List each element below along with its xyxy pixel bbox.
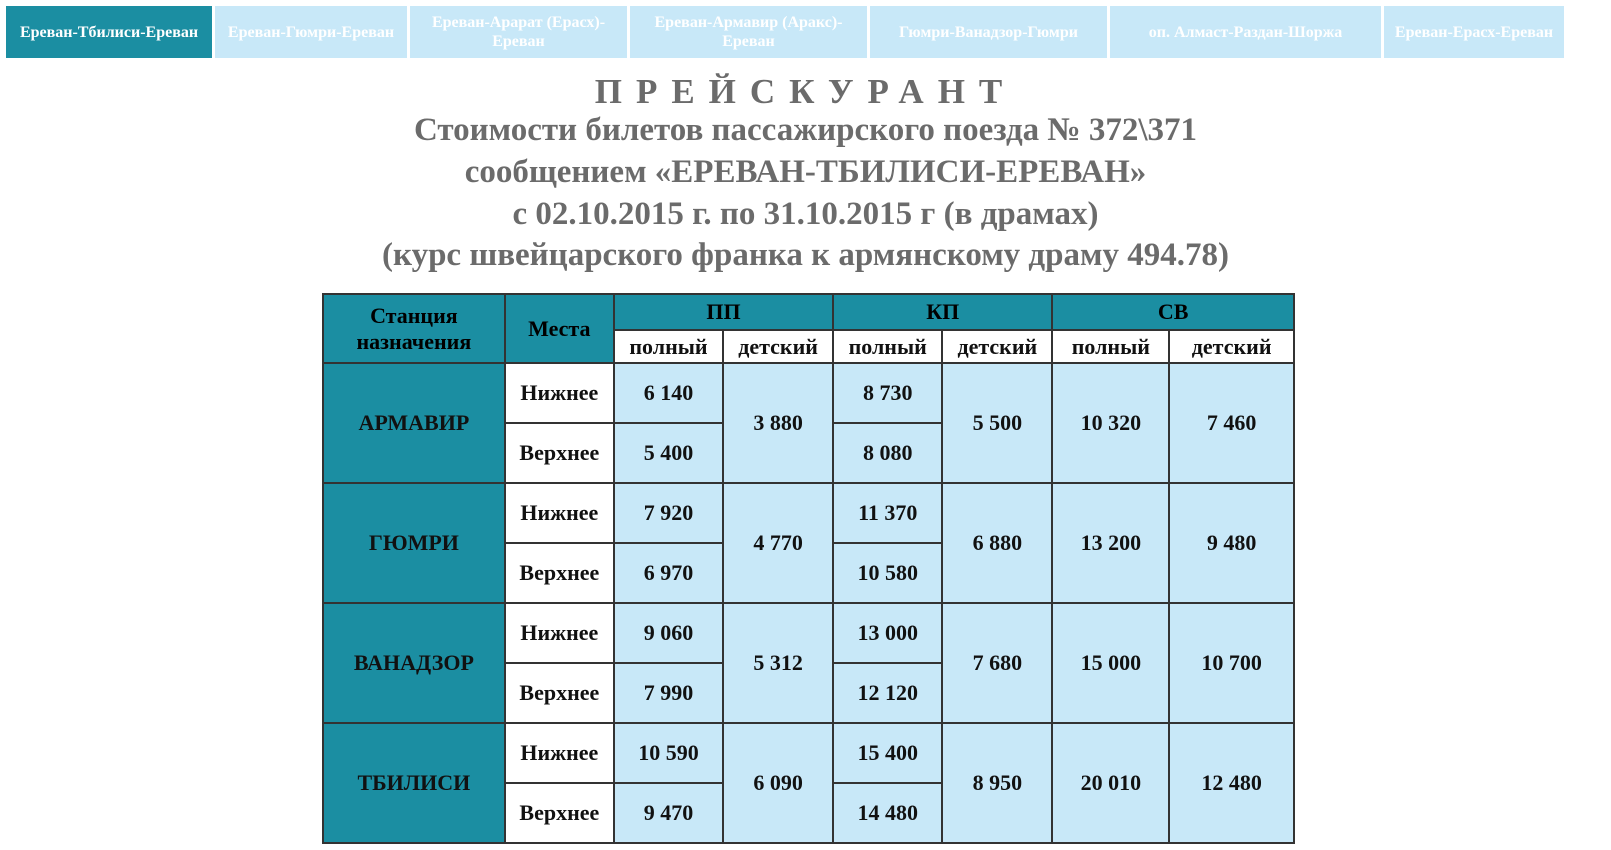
seat-upper: Верхнее (505, 663, 614, 723)
header-station-label: Станция назначения (356, 302, 472, 354)
seat-lower: Нижнее (505, 363, 614, 423)
station-name: АРМАВИР (323, 363, 505, 483)
header-kp-child: детский (942, 330, 1052, 363)
sv-full-price: 10 320 (1052, 363, 1169, 483)
sv-full-price: 15 000 (1052, 603, 1169, 723)
header-sv-child: детский (1169, 330, 1294, 363)
tab-label: Гюмри-Ванадзор-Гюмри (899, 23, 1078, 41)
sv-child-price: 12 480 (1169, 723, 1294, 843)
pp-lower-price: 9 060 (614, 603, 723, 663)
tab-label: оп. Алмаст-Раздан-Шоржа (1148, 23, 1343, 41)
price-table (322, 293, 1295, 844)
sv-child-price: 7 460 (1169, 363, 1294, 483)
kp-upper-price: 14 480 (833, 783, 942, 843)
pp-upper-price: 5 400 (614, 423, 723, 483)
pp-child-price: 5 312 (723, 603, 833, 723)
tab-yerevan-armavir[interactable] (630, 6, 867, 58)
pp-upper-price: 7 990 (614, 663, 723, 723)
kp-child-price: 5 500 (942, 363, 1052, 483)
pp-child-price: 6 090 (723, 723, 833, 843)
header-kp-full: полный (833, 330, 942, 363)
station-name: ТБИЛИСИ (323, 723, 505, 843)
sv-full-price: 20 010 (1052, 723, 1169, 843)
pp-lower-price: 10 590 (614, 723, 723, 783)
tab-label: Ереван-Ерасх-Ереван (1394, 23, 1554, 41)
kp-upper-price: 12 120 (833, 663, 942, 723)
header-class-sv: СВ (1052, 294, 1294, 330)
sv-child-price: 9 480 (1169, 483, 1294, 603)
header-station (323, 294, 505, 363)
header-sv-full: полный (1052, 330, 1169, 363)
header-pp-full: полный (614, 330, 723, 363)
kp-lower-price: 8 730 (833, 363, 942, 423)
header-class-pp: ПП (614, 294, 833, 330)
tab-yerevan-gyumri[interactable] (215, 6, 407, 58)
station-name: ВАНАДЗОР (323, 603, 505, 723)
table-row (323, 603, 1294, 663)
page-title: ПРЕЙСКУРАНТ (594, 72, 1017, 111)
kp-lower-price: 15 400 (833, 723, 942, 783)
pp-upper-price: 9 470 (614, 783, 723, 843)
tab-label: Ереван-Армавир (Аракс)-Ереван (654, 14, 843, 50)
kp-upper-price: 8 080 (833, 423, 942, 483)
table-row (323, 723, 1294, 783)
seat-lower: Нижнее (505, 603, 614, 663)
pp-lower-price: 7 920 (614, 483, 723, 543)
kp-lower-price: 13 000 (833, 603, 942, 663)
kp-child-price: 6 880 (942, 483, 1052, 603)
header-class-kp: КП (833, 294, 1052, 330)
tab-gyumri-vanadzor[interactable] (870, 6, 1107, 58)
tab-yerevan-yeraskh[interactable] (1384, 6, 1564, 58)
header-pp-child: детский (723, 330, 833, 363)
route-tabs (6, 6, 1567, 58)
kp-child-price: 8 950 (942, 723, 1052, 843)
tab-label: Ереван-Арарат (Ерасх)-Ереван (431, 14, 606, 50)
kp-child-price: 7 680 (942, 603, 1052, 723)
seat-upper: Верхнее (505, 783, 614, 843)
table-row (323, 363, 1294, 423)
seat-lower: Нижнее (505, 723, 614, 783)
tab-label: Ереван-Тбилиси-Ереван (19, 23, 199, 41)
tab-label: Ереван-Гюмри-Ереван (227, 23, 395, 41)
header-seats: Места (505, 294, 614, 363)
table-row (323, 483, 1294, 543)
pp-child-price: 4 770 (723, 483, 833, 603)
pp-upper-price: 6 970 (614, 543, 723, 603)
seat-upper: Верхнее (505, 423, 614, 483)
subtitle-route: сообщением «ЕРЕВАН-ТБИЛИСИ-ЕРЕВАН» (464, 154, 1147, 190)
subtitle-exchange-rate: (курс швейцарского франка к армянскому драму 494.78) (382, 237, 1229, 273)
tab-yerevan-tbilisi[interactable] (6, 6, 212, 58)
sv-child-price: 10 700 (1169, 603, 1294, 723)
pp-lower-price: 6 140 (614, 363, 723, 423)
pp-child-price: 3 880 (723, 363, 833, 483)
tab-almast-razdan-shorzha[interactable] (1110, 6, 1381, 58)
seat-upper: Верхнее (505, 543, 614, 603)
sv-full-price: 13 200 (1052, 483, 1169, 603)
tab-yerevan-ararat[interactable] (410, 6, 627, 58)
seat-lower: Нижнее (505, 483, 614, 543)
kp-upper-price: 10 580 (833, 543, 942, 603)
station-name: ГЮМРИ (323, 483, 505, 603)
subtitle-period: с 02.10.2015 г. по 31.10.2015 г (в драмах) (512, 196, 1099, 232)
kp-lower-price: 11 370 (833, 483, 942, 543)
subtitle-train: Стоимости билетов пассажирского поезда № 372\371 (413, 112, 1198, 148)
